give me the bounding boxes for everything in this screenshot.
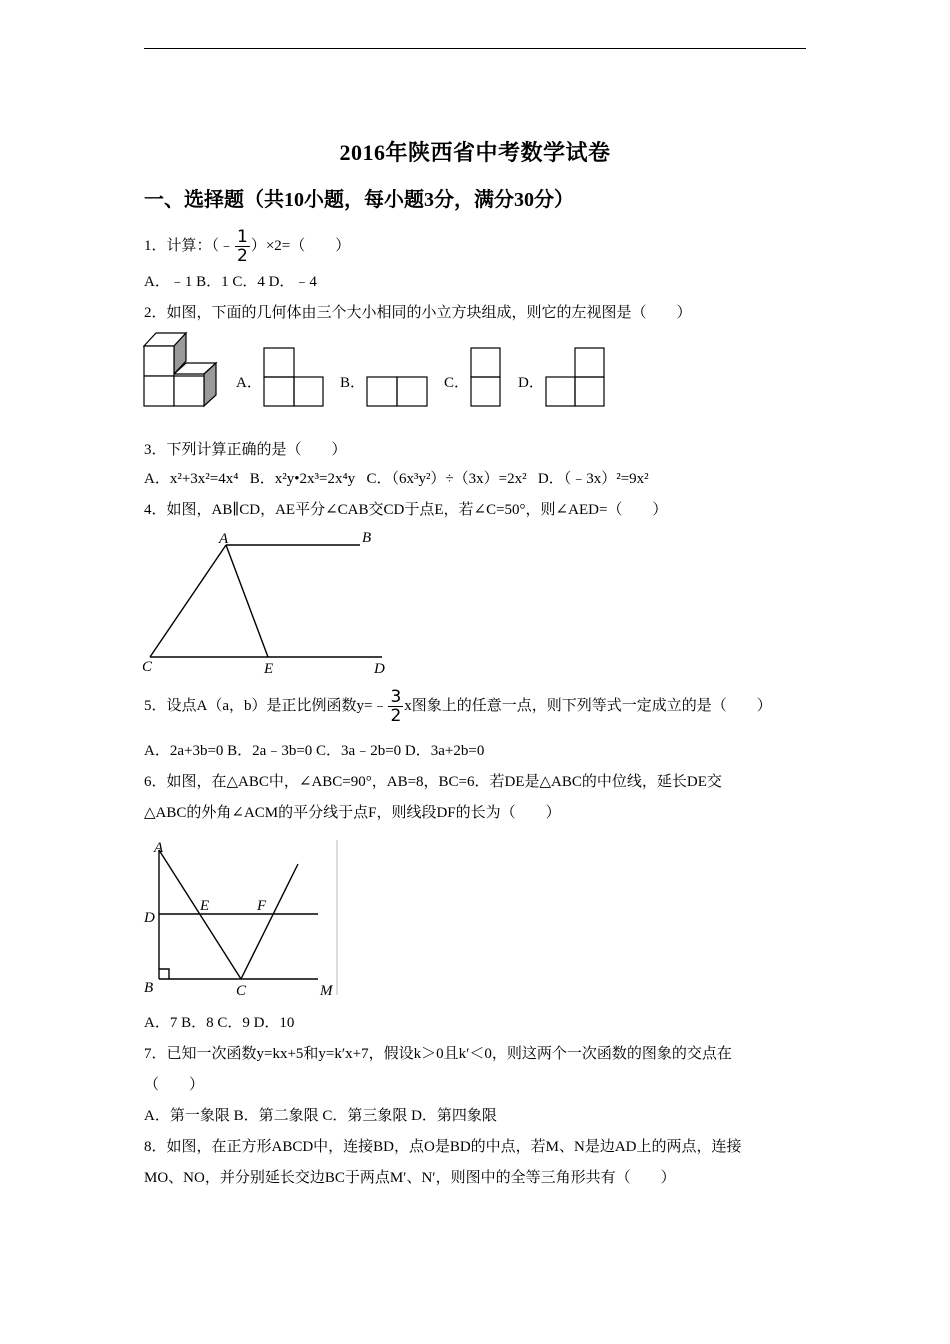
question-2-stem: 2．如图，下面的几何体由三个大小相同的小立方块组成，则它的左视图是（ ） [144, 305, 692, 321]
q4-label-b: B [362, 530, 372, 546]
question-1-stem [144, 228, 350, 265]
q6-label-e: E [200, 898, 210, 914]
q6-label-c: C [236, 983, 247, 998]
q4-label-a: A [219, 531, 229, 547]
question-6-line-1: 6．如图，在△ABC中，∠ABC=90°，AB=8，BC=6．若DE是△ABC的中位线，延长DE交 [144, 774, 722, 790]
question-3-options [144, 469, 649, 489]
q5-prefix: 5．设点A（a，b）是正比例函数y=﹣ [144, 697, 388, 714]
q2-label-a: A． [236, 375, 262, 391]
q2-label-d: D． [518, 375, 544, 391]
question-6-line-2: △ABC的外角∠ACM的平分线于点F，则线段DF的长为（ ） [144, 805, 561, 821]
q2-label-c: C． [444, 375, 470, 391]
header-rule [144, 48, 806, 49]
q2-option-b-figure [367, 377, 427, 406]
question-8-line-1: 8．如图，在正方形ABCD中，连接BD，点O是BD的中点，若M、N是边AD上的两点，连接 [144, 1139, 742, 1155]
q6-label-d: D [144, 910, 155, 926]
q4-label-c: C [142, 659, 153, 675]
question-1-options: A．﹣1 B．1 C．4 D．﹣4 [144, 274, 317, 290]
question-6-options: A．7 B．8 C．9 D．10 [144, 1015, 295, 1031]
q2-option-d-figure [546, 348, 604, 406]
q1-prefix: 1．计算：（﹣ [144, 237, 235, 254]
q6-figure [140, 838, 342, 998]
q4-lines [150, 545, 382, 657]
q3-option-b: B．x²y•2x³=2x⁴y [249, 471, 356, 487]
q3-option-d: D．（﹣3x）²=9x² [537, 471, 649, 487]
q3-option-a: A．x²+3x²=4x⁴ [144, 471, 239, 487]
question-7-line-2: （ ） [144, 1077, 205, 1093]
page-title: 2016年陕西省中考数学试卷 [339, 140, 611, 165]
q6-label-f: F [257, 898, 267, 914]
q2-figures [140, 328, 620, 410]
q6-lines [159, 850, 318, 979]
q4-segment-ae [226, 545, 268, 657]
q2-label-b: B． [340, 375, 366, 391]
q4-figure [140, 528, 400, 676]
q5-fraction: $\frac{3}{2}$ [390, 687, 402, 726]
q5-suffix: x图象上的任意一点，则下列等式一定成立的是（ ） [404, 697, 772, 714]
q4-segment-ac [150, 545, 226, 657]
q1-suffix: ）×2=（ ） [250, 237, 351, 254]
question-3-stem: 3．下列计算正确的是（ ） [144, 442, 347, 458]
question-7-options: A．第一象限 B．第二象限 C．第三象限 D．第四象限 [144, 1108, 497, 1124]
q6-bisector-cf [241, 864, 298, 979]
question-5-options: A．2a+3b=0 B．2a﹣3b=0 C．3a﹣2b=0 D．3a+2b=0 [144, 743, 485, 759]
question-4-stem: 4．如图，AB∥CD，AE平分∠CAB交CD于点E，若∠C=50°，则∠AED=（ ） [144, 502, 668, 518]
section-heading: 一、选择题（共10小题，每小题3分，满分30分） [144, 189, 574, 211]
q2-option-c-figure [471, 348, 500, 406]
q2-option-a-figure [264, 348, 323, 406]
q4-label-d: D [374, 661, 385, 676]
q3-option-c: C．（6x³y²）÷（3x）=2x² [366, 471, 527, 487]
q6-label-a: A [154, 840, 164, 856]
question-8-line-2: MO、NO，并分别延长交边BC于两点M′、N′，则图中的全等三角形共有（ ） [144, 1170, 676, 1186]
q2-solid-figure [144, 333, 216, 406]
question-5-stem [144, 688, 772, 725]
q1-fraction: $\frac{1}{2}$ [237, 227, 248, 266]
q6-label-b: B [144, 980, 154, 996]
q4-label-e: E [264, 661, 274, 676]
q6-right-angle-mark [159, 969, 169, 979]
q6-label-m: M [320, 983, 333, 998]
question-7-line-1: 7．已知一次函数y=kx+5和y=k′x+7，假设k＞0且k′＜0，则这两个一次函数的图象的交点在 [144, 1046, 732, 1062]
